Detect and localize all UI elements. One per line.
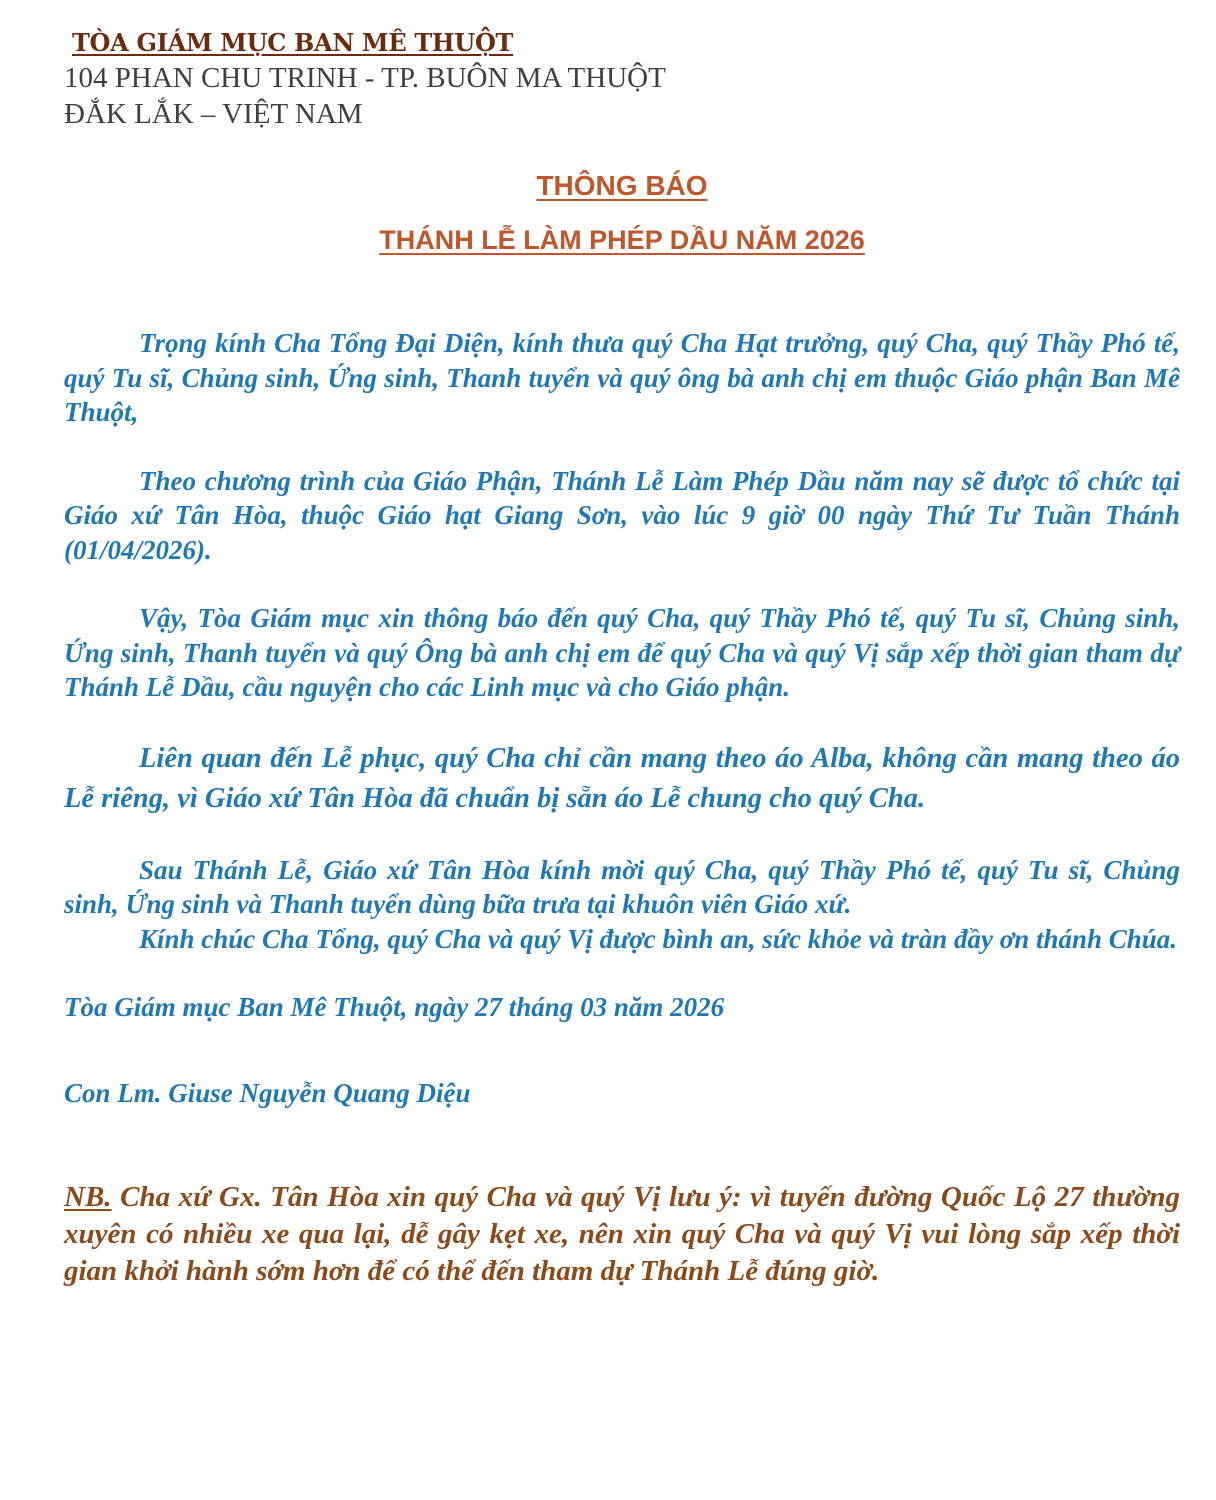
note-text: Cha xứ Gx. Tân Hòa xin quý Cha và quý Vị lưu ý: vì tuyến đường Quốc Lộ 27 thường xuyên có nhiều xe qua lại, dễ gây kẹt xe, nên xin quý Cha và quý Vị vui lòng sắp xếp thời gian khởi hành sớm hơn để có thể đến tham dự Thánh Lễ đúng giờ. (64, 1181, 1180, 1287)
document-title: THÔNG BÁO (536, 170, 708, 201)
signature-name: Con Lm. Giuse Nguyễn Quang Diệu (64, 1077, 471, 1108)
address-line-1: 104 PHAN CHU TRINH - TP. BUÔN MA THUỘT (64, 62, 666, 94)
letterhead (64, 26, 1180, 132)
note-paragraph (64, 1179, 1180, 1290)
schedule-paragraph: Theo chương trình của Giáo Phận, Thánh Lễ Làm Phép Dầu năm nay sẽ được tổ chức tại Giáo xứ Tân Hòa, thuộc Giáo hạt Giang Sơn, vào lúc 9 giờ 00 ngày Thứ Tư Tuần Thánh (01/04/2026). (64, 465, 1180, 565)
note-label: NB. (64, 1181, 112, 1213)
organization-name: TÒA GIÁM MỤC BAN MÊ THUỘT (72, 28, 514, 57)
document-subtitle: THÁNH LỄ LÀM PHÉP DẦU NĂM 2026 (379, 225, 865, 255)
announcement-paragraph: Vậy, Tòa Giám mục xin thông báo đến quý Cha, quý Thầy Phó tế, quý Tu sĩ, Chủng sinh, Ứng sinh, Thanh tuyển và quý Ông bà anh chị em để quý Cha và quý Vị sắp xếp thời gian tham dự Thánh Lễ Dầu, cầu nguyện cho các Linh mục và cho Giáo phận. (64, 603, 1180, 702)
signature-place-date: Tòa Giám mục Ban Mê Thuột, ngày 27 tháng 03 năm 2026 (64, 992, 725, 1022)
vestments-paragraph: Liên quan đến Lễ phục, quý Cha chỉ cần mang theo áo Alba, không cần mang theo áo Lễ riêng, vì Giáo xứ Tân Hòa đã chuẩn bị sẵn áo Lễ chung cho quý Cha. (64, 742, 1180, 814)
blessing-paragraph: Kính chúc Cha Tổng, quý Cha và quý Vị được bình an, sức khỏe và tràn đầy ơn thánh Chúa. (139, 923, 1178, 954)
lunch-paragraph: Sau Thánh Lễ, Giáo xứ Tân Hòa kính mời quý Cha, quý Thầy Phó tế, quý Tu sĩ, Chủng sinh, Ứng sinh và Thanh tuyển dùng bữa trưa tại khuôn viên Giáo xứ. (64, 854, 1180, 919)
address-line-2: ĐẮK LẮK – VIỆT NAM (64, 98, 363, 130)
title-block (64, 166, 1180, 260)
greeting-paragraph: Trọng kính Cha Tổng Đại Diện, kính thưa quý Cha Hạt trưởng, quý Cha, quý Thầy Phó tế, quý Tu sĩ, Chủng sinh, Ứng sinh, Thanh tuyển và quý ông bà anh chị em thuộc Giáo phận Ban Mê Thuột, (64, 328, 1180, 427)
